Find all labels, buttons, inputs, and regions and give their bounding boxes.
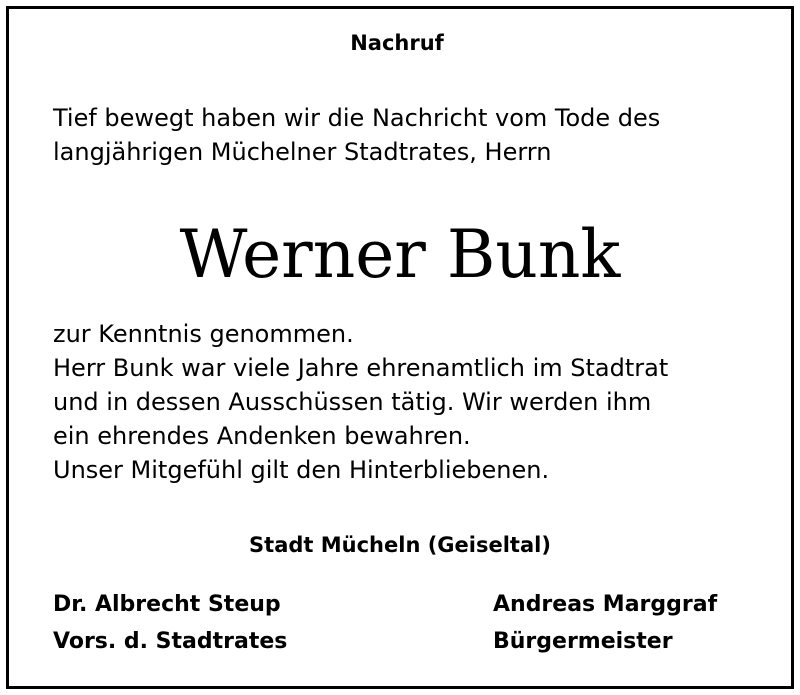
body-line: zur Kenntnis genommen. (53, 320, 354, 348)
organization: Stadt Mücheln (Geiseltal) (249, 533, 551, 557)
signatory-title: Vors. d. Stadtrates (53, 629, 288, 654)
signatory-name: Andreas Marggraf (493, 592, 718, 617)
signatory-right (493, 586, 717, 660)
signatory-title: Bürgermeister (493, 629, 673, 654)
signatory-left (53, 586, 287, 660)
body-line: Herr Bunk war viele Jahre ehrenamtlich im Stadtrat (53, 354, 669, 382)
deceased-name: Werner Bunk (179, 216, 621, 293)
body-line: ein ehrendes Andenken bewahren. (53, 422, 471, 450)
intro-paragraph (53, 101, 773, 169)
intro-line: langjährigen Müchelner Stadtrates, Herrn (53, 138, 552, 166)
intro-line: Tief bewegt haben wir die Nachricht vom Tode des (53, 104, 661, 132)
body-paragraph (53, 317, 773, 487)
signatory-name: Dr. Albrecht Steup (53, 592, 281, 617)
body-line: Unser Mitgefühl gilt den Hinterbliebenen. (53, 456, 550, 484)
heading: Nachruf (350, 31, 444, 55)
body-line: und in dessen Ausschüssen tätig. Wir werden ihm (53, 388, 652, 416)
